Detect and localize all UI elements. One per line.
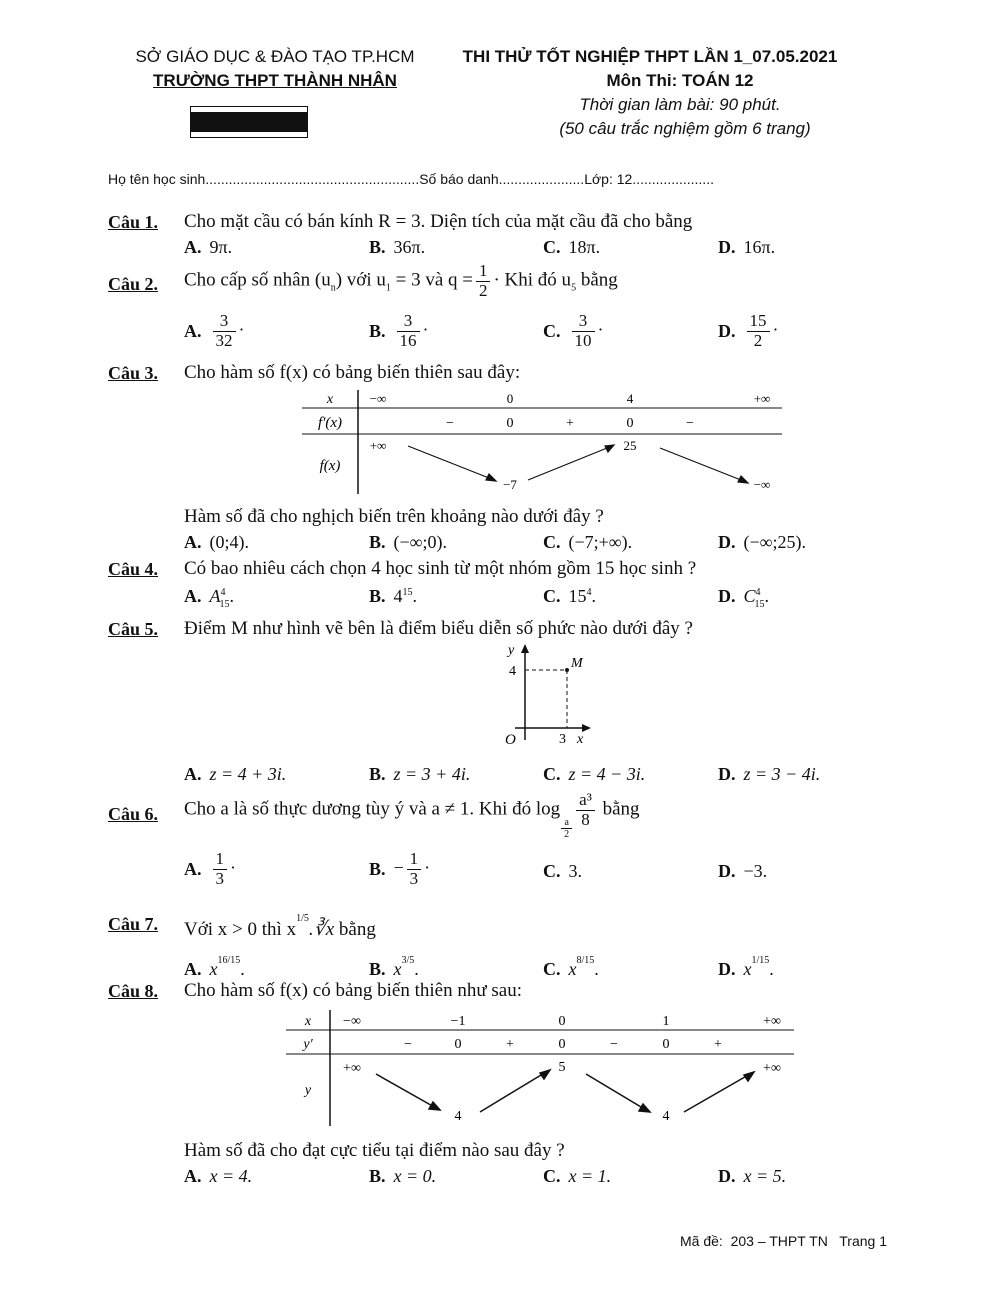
derivative-sign: +: [506, 1037, 514, 1052]
table-derivative-label: y′: [303, 1037, 313, 1052]
x-tick-label: 3: [559, 732, 566, 747]
exponent: 16/15: [217, 955, 241, 966]
option-value: z = 4 − 3i.: [568, 764, 646, 784]
origin-label: O: [505, 732, 516, 748]
function-value: 25: [623, 438, 637, 453]
table-function-label: f(x): [319, 458, 341, 474]
option-a: A. $\frac{1}{3}$ ·: [184, 849, 236, 888]
table-x-label: x: [304, 1014, 312, 1029]
question-text: [184, 791, 640, 840]
option-b: B. (−∞;0).: [369, 532, 447, 552]
option-value: 36π.: [393, 237, 426, 257]
derivative-sign: 0: [506, 416, 514, 431]
option-a: A. z = 4 + 3i.: [184, 764, 287, 784]
subject: Môn Thi: TOÁN 12: [606, 71, 754, 90]
option-value: (−∞;25).: [743, 532, 806, 552]
function-value: +∞: [369, 438, 387, 453]
derivative-sign: −: [446, 416, 454, 431]
question-label: Câu 6.: [108, 804, 159, 824]
option-value: x = 0.: [393, 1166, 437, 1186]
subscript: n: [330, 282, 336, 294]
function-value: 5: [558, 1060, 566, 1075]
option-d: D. 16π.: [718, 237, 776, 257]
school-name: TRƯỜNG THPT THÀNH NHÂN: [153, 71, 397, 90]
decreasing-arrow: [376, 1074, 436, 1108]
question-text: Điểm M như hình vẽ bên là điểm biểu diễn số phức nào dưới đây ?: [184, 618, 693, 639]
option-d: D. x = 5.: [718, 1166, 787, 1186]
text-part: = 3 và q =: [390, 269, 473, 291]
question-text: [184, 262, 618, 300]
option-d: D. −3.: [718, 861, 768, 881]
option-b: B. $x^{3/5}$.: [369, 955, 419, 979]
option-c: C. $\frac{3}{10}$ ·: [543, 311, 604, 350]
superscript: 4: [220, 587, 226, 598]
table-x-label: x: [326, 392, 334, 407]
option-value: (0;4).: [209, 532, 249, 552]
increasing-arrow: [684, 1074, 750, 1112]
option-a: A. $\frac{3}{32}$ ·: [184, 311, 245, 350]
option-d: D. (−∞;25).: [718, 532, 806, 552]
function-value: +∞: [763, 1061, 781, 1076]
page-count: (50 câu trắc nghiệm gồm 6 trang): [559, 119, 811, 138]
derivative-sign: 0: [662, 1037, 670, 1052]
option-value: z = 4 + 3i.: [209, 764, 287, 784]
log-base-fraction: $\frac{a}{2}$: [561, 817, 572, 840]
fraction: $\frac{3}{10}$: [572, 312, 595, 350]
table-function-label: y: [304, 1083, 312, 1098]
text-part: bằng: [597, 798, 640, 820]
question-followup: Hàm số đã cho đạt cực tiểu tại điểm nào sau đây ?: [184, 1140, 565, 1161]
option-a: A. x = 4.: [184, 1166, 253, 1186]
option-d: D. z = 3 − 4i.: [718, 764, 821, 784]
function-value: −∞: [753, 477, 771, 492]
text-part: Với x > 0 thì x: [184, 919, 297, 940]
option-value: 18π.: [568, 237, 601, 257]
x-value: 0: [506, 391, 514, 406]
option-b: B. − $\frac{1}{3}$ ·: [369, 849, 431, 888]
text-part: bằng: [334, 919, 376, 940]
exponent: 1/5: [296, 913, 309, 924]
question-label: Câu 1.: [108, 212, 159, 232]
function-value: 4: [454, 1109, 462, 1124]
option-value: x = 5.: [743, 1166, 787, 1186]
option-b: B. 36π.: [369, 237, 426, 257]
y-tick-label: 4: [509, 664, 516, 679]
fraction: $\frac{3}{16}$: [397, 312, 420, 350]
text-part: · Khi đó u: [493, 269, 572, 291]
question-label: Câu 3.: [108, 363, 159, 383]
arrowhead: [639, 1104, 650, 1112]
question-text: [184, 913, 376, 941]
fraction: $\frac{1}{3}$: [213, 850, 228, 888]
option-value: 15: [568, 586, 587, 606]
option-value: z = 3 − 4i.: [743, 764, 821, 784]
superscript: 4: [586, 587, 592, 598]
point-m: [565, 668, 569, 672]
exponent: 1/15: [751, 955, 770, 966]
question-label: Câu 4.: [108, 559, 159, 579]
question-text: Có bao nhiêu cách chọn 4 học sinh từ một nhóm gồm 15 học sinh ?: [184, 558, 697, 579]
derivative-sign: −: [610, 1037, 618, 1052]
x-value: 4: [626, 391, 634, 406]
y-arrow-icon: [521, 644, 529, 653]
question-label: Câu 2.: [108, 274, 159, 294]
question-label: Câu 5.: [108, 619, 159, 639]
option-c: C. $x^{8/15}$.: [543, 955, 599, 979]
page-footer: Mã đề: 203 – THPT TN Trang 1: [680, 1233, 887, 1249]
option-b: B. z = 3 + 4i.: [369, 764, 471, 784]
fraction: $\frac{1}{2}$: [476, 262, 491, 300]
code-box-bar: [191, 112, 307, 132]
option-value: 16π.: [743, 237, 776, 257]
derivative-sign: −: [404, 1037, 412, 1052]
exam-title: THI THỬ TỐT NGHIỆP THPT LẦN 1_07.05.2021: [462, 47, 838, 66]
x-arrow-icon: [582, 724, 591, 732]
option-c: C. 3.: [543, 861, 582, 881]
code-box: [190, 106, 308, 138]
decreasing-arrow: [586, 1074, 646, 1110]
exponent: 3/5: [401, 955, 415, 966]
option-value: A: [209, 586, 221, 606]
option-b: B. x = 0.: [369, 1166, 437, 1186]
text-part: Cho cấp số nhân (u: [184, 269, 331, 291]
option-b: B. $\frac{3}{16}$ ·: [369, 311, 429, 350]
question-followup: Hàm số đã cho nghịch biến trên khoảng nào dưới đây ?: [184, 506, 604, 527]
x-value: −1: [450, 1014, 466, 1029]
x-axis-label: x: [577, 732, 584, 747]
derivative-sign: 0: [454, 1037, 462, 1052]
arrowhead: [540, 1070, 550, 1079]
option-value: (−7;+∞).: [568, 532, 633, 552]
function-value: −7: [503, 477, 517, 492]
variation-table: [284, 1008, 798, 1130]
option-value: x = 4.: [209, 1166, 253, 1186]
superscript: 4: [755, 587, 761, 598]
option-value: 3.: [568, 861, 582, 881]
derivative-sign: 0: [558, 1037, 566, 1052]
option-a: A. 9π.: [184, 237, 233, 257]
complex-plane-figure: [495, 640, 605, 750]
question-label: Câu 7.: [108, 914, 159, 934]
x-value: +∞: [753, 391, 771, 406]
x-value: 1: [662, 1014, 670, 1029]
text-part: ) với u: [335, 269, 386, 291]
fraction: $\frac{\text{a³}}{8}$: [576, 791, 595, 829]
derivative-sign: 0: [626, 416, 634, 431]
derivative-sign: +: [566, 416, 574, 431]
point-label: M: [571, 656, 583, 671]
department-name: SỞ GIÁO DỤC & ĐÀO TẠO TP.HCM: [135, 47, 415, 66]
option-b: B. $4^{15}$.: [369, 586, 418, 606]
x-value: −∞: [343, 1014, 361, 1029]
y-axis-label: y: [508, 643, 515, 658]
exponent: 8/15: [576, 955, 595, 966]
function-value: 4: [662, 1109, 670, 1124]
table-derivative-label: f′(x): [317, 415, 343, 431]
option-value: 9π.: [209, 237, 233, 257]
option-value: C: [743, 586, 756, 606]
question-label: Câu 8.: [108, 981, 159, 1001]
subscript: 1: [385, 282, 391, 294]
function-value: +∞: [343, 1061, 361, 1076]
question-text: Cho hàm số f(x) có bảng biến thiên sau đây:: [184, 362, 521, 383]
text-part: bằng: [576, 269, 618, 291]
option-value: x = 1.: [568, 1166, 612, 1186]
option-d: D. $C^4_{15}$.: [718, 586, 770, 610]
arrowhead: [738, 476, 748, 483]
text-part: Cho a là số thực dương tùy ý và a ≠ 1. Khi đó log: [184, 798, 561, 820]
arrowhead: [744, 1072, 754, 1081]
fraction: $\frac{1}{3}$: [407, 850, 422, 888]
option-a: A. $A^4_{15}$.: [184, 586, 234, 610]
sign: −: [393, 857, 404, 878]
option-d: D. $\frac{15}{2}$ ·: [718, 311, 779, 350]
question-text: Cho hàm số f(x) có bảng biến thiên như sau:: [184, 980, 522, 1001]
option-c: C. 18π.: [543, 237, 601, 257]
fraction: $\frac{15}{2}$: [747, 312, 770, 350]
option-value: (−∞;0).: [393, 532, 447, 552]
decreasing-arrow: [660, 448, 746, 482]
option-value: z = 3 + 4i.: [393, 764, 471, 784]
increasing-arrow: [480, 1072, 546, 1112]
derivative-sign: +: [714, 1037, 722, 1052]
variation-table: [300, 388, 785, 498]
question-text: Cho mặt cầu có bán kính R = 3. Diện tích của mặt cầu đã cho bằng: [184, 211, 693, 232]
arrowhead: [429, 1102, 440, 1110]
exam-time: Thời gian làm bài: 90 phút.: [579, 95, 781, 114]
superscript: 15: [402, 587, 413, 598]
decreasing-arrow: [408, 446, 494, 480]
student-info-line: Họ tên học sinh.......................................................Số báo danh......................Lớp: 12.....................: [108, 171, 714, 187]
option-value: −3.: [743, 861, 768, 881]
x-value: −∞: [369, 391, 387, 406]
increasing-arrow: [528, 446, 612, 480]
option-c: C. (−7;+∞).: [543, 532, 633, 552]
arrowhead: [486, 474, 496, 481]
option-a: A. (0;4).: [184, 532, 249, 552]
subscript: 5: [571, 282, 577, 294]
option-a: A. $x^{16/15}$.: [184, 955, 245, 979]
option-c: C. x = 1.: [543, 1166, 612, 1186]
subscript: 15: [754, 598, 765, 610]
derivative-sign: −: [686, 416, 694, 431]
option-c: C. z = 4 − 3i.: [543, 764, 646, 784]
option-d: D. $x^{1/15}$.: [718, 955, 774, 979]
option-value: 4: [393, 586, 403, 606]
x-value: 0: [558, 1014, 566, 1029]
text-part: .∛x: [308, 919, 335, 940]
subscript: 15: [219, 598, 230, 610]
x-value: +∞: [763, 1014, 781, 1029]
arrowhead: [605, 445, 614, 452]
fraction: $\frac{3}{32}$: [213, 312, 236, 350]
option-c: C. $15^4$.: [543, 586, 596, 606]
